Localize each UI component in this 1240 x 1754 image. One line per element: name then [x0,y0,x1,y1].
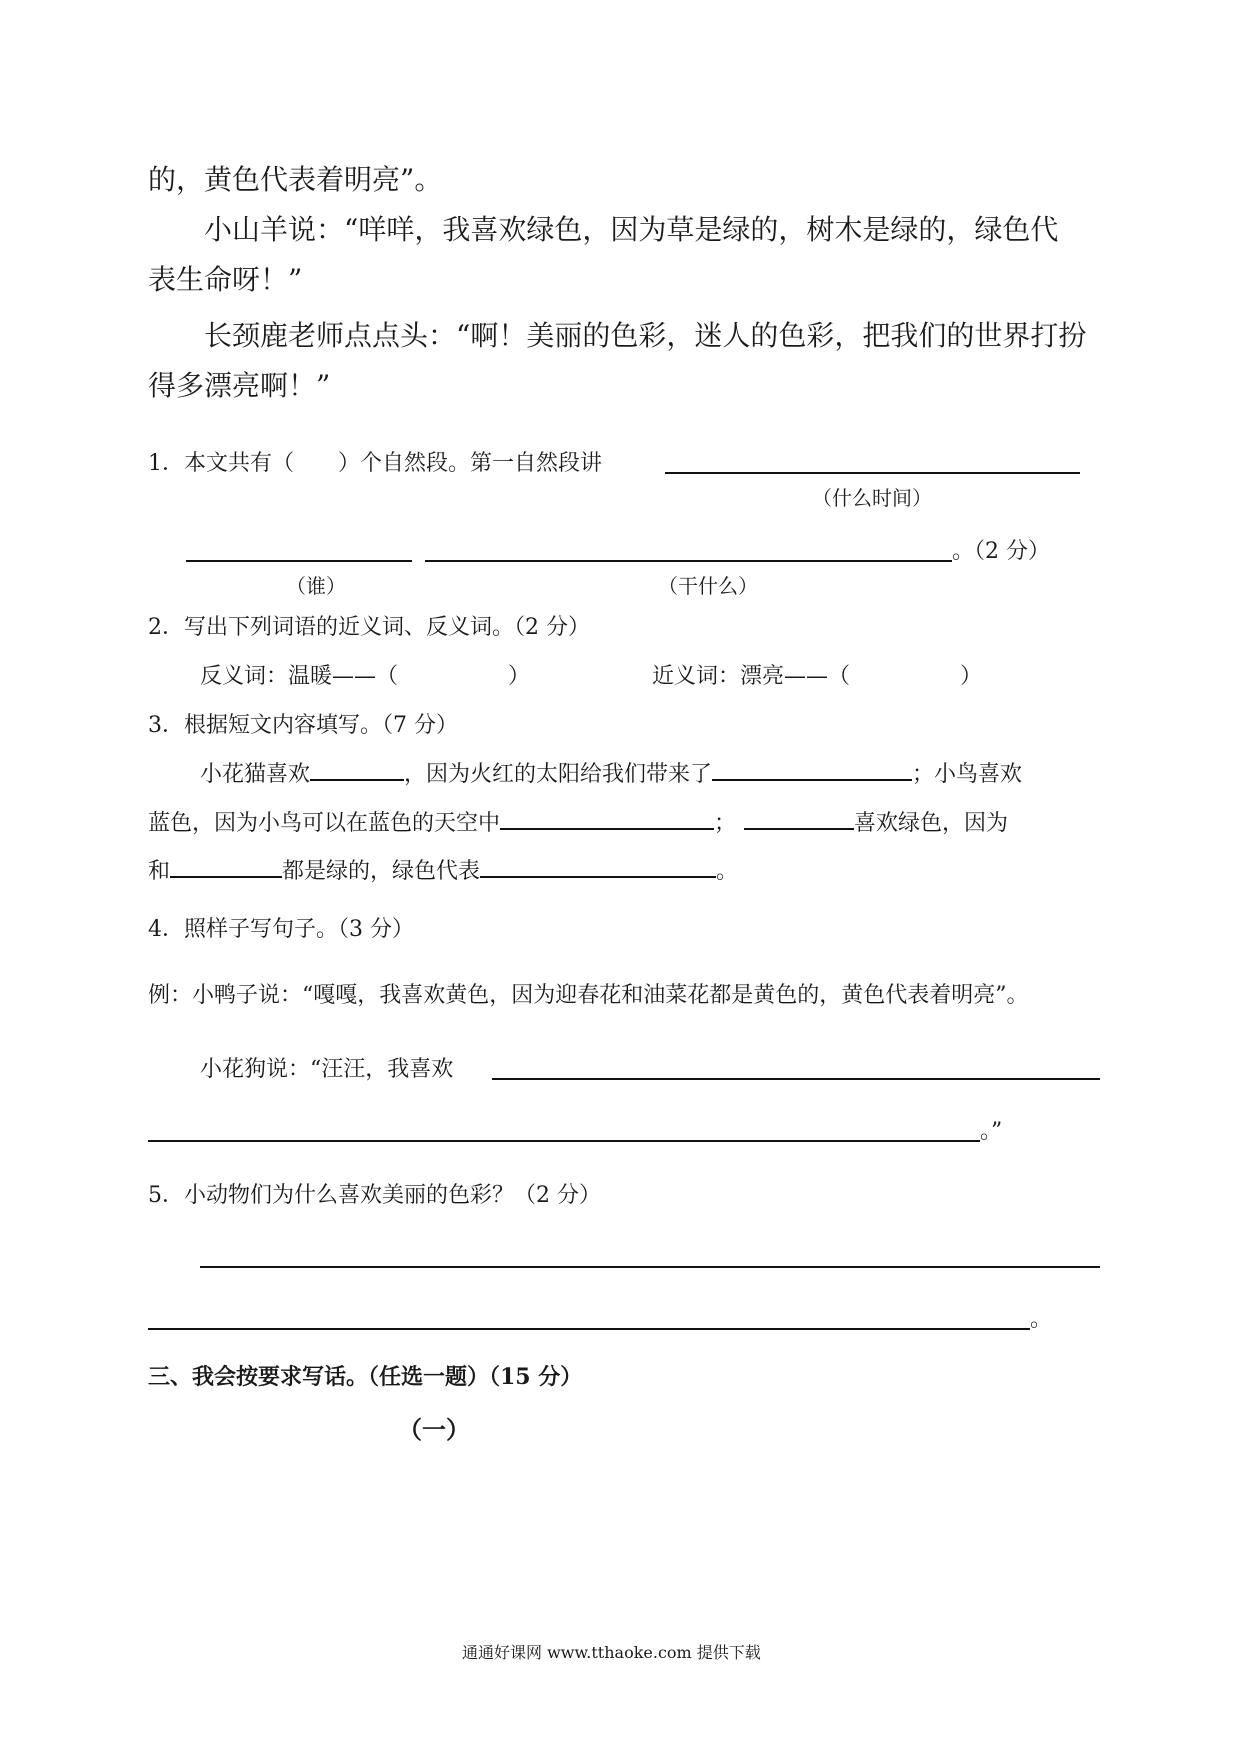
q3-title: 3．根据短文内容填写。（7 分） [148,713,458,738]
story-line-3: 表生命呀！” [148,263,303,296]
q2-antonym: 反义词：温暖——（ ） [200,664,531,689]
q3-l3-c: 。 [716,859,739,884]
q3-l3-b: 都是绿的，绿色代表 [282,859,481,884]
q4-blank-1[interactable] [492,1078,1100,1080]
q3-line-2 [148,806,1008,837]
story-line-5: 得多漂亮啊！” [148,369,331,402]
q3-blank-4[interactable] [744,806,854,830]
q3-l1-a: 小花猫喜欢 [200,762,311,787]
q3-l2-c: 喜欢绿色，因为 [854,811,1009,836]
q4-title: 4．照样子写句子。（3 分） [148,917,414,942]
story-line-1: 的，黄色代表着明亮”。 [148,163,443,196]
q1-caption-who: （谁） [286,574,346,598]
story-line-4: 长颈鹿老师点点头：“啊！美丽的色彩，迷人的色彩，把我们的世界打扮 [204,319,1087,352]
q4-example: 例：小鸭子说：“嘎嘎，我喜欢黄色，因为迎春花和油菜花都是黄色的，黄色代表着明亮”。 [148,983,1029,1008]
page-footer: 通通好课网 www.tthaoke.com 提供下载 [462,1643,761,1662]
q5-blank-1[interactable] [200,1266,1100,1268]
q1-caption-when: （什么时间） [812,486,932,510]
q3-blank-2[interactable] [712,757,912,781]
q3-line-1 [200,757,1022,788]
q3-blank-3[interactable] [500,806,714,830]
q1-suffix: 。（2 分） [952,539,1050,564]
q3-blank-5[interactable] [170,854,282,878]
q2-synonym: 近义词：漂亮——（ ） [652,664,983,689]
q4-blank-2[interactable] [148,1140,980,1142]
q1-caption-what: （干什么） [658,574,758,598]
q3-line-3 [148,854,738,885]
q1-blank-what[interactable] [425,560,952,562]
q4-prompt: 小花狗说：“汪汪，我喜欢 [200,1057,454,1082]
q4-end: 。” [980,1119,1003,1144]
q1-prefix: 1．本文共有（ ）个自然段。第一自然段讲 [148,451,602,476]
q5-blank-2[interactable] [148,1328,1030,1330]
q3-l1-b: ，因为火红的太阳给我们带来了 [404,762,713,787]
section3-subtitle: （一） [398,1415,470,1444]
q3-l1-c: ；小鸟喜欢 [912,762,1023,787]
q1-blank-who[interactable] [186,560,412,562]
q3-blank-1[interactable] [310,757,404,781]
q5-end: 。 [1030,1307,1053,1332]
story-line-2: 小山羊说：“咩咩，我喜欢绿色，因为草是绿的，树木是绿的，绿色代 [204,213,1059,246]
q5-title: 5．小动物们为什么喜欢美丽的色彩？（2 分） [148,1183,601,1208]
q3-l2-b: ； [714,811,737,836]
q3-blank-6[interactable] [480,854,716,878]
q2-title: 2．写出下列词语的近义词、反义词。（2 分） [148,615,590,640]
q1-blank-topic[interactable] [665,472,1080,474]
section3-title: 三、我会按要求写话。（任选一题）（15 分） [148,1364,583,1390]
q3-l3-a: 和 [148,859,171,884]
q3-l2-a: 蓝色，因为小鸟可以在蓝色的天空中 [148,811,501,836]
